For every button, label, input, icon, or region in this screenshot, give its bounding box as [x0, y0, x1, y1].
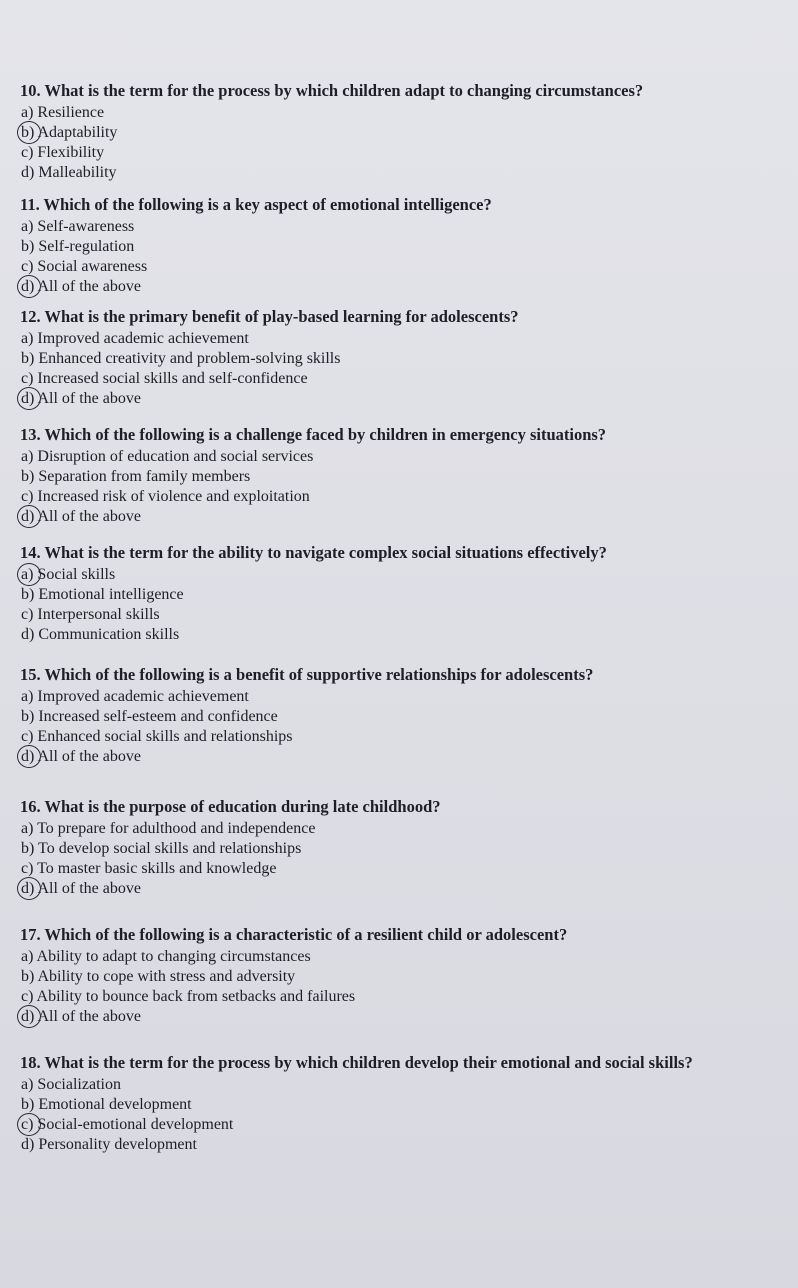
- option-c: c) Flexibility: [21, 144, 105, 161]
- option-a: a) Socialization: [21, 1076, 121, 1093]
- option-b: b) Increased self-esteem and confidence: [21, 708, 278, 725]
- option-b: b) Emotional development: [21, 1096, 192, 1113]
- option-b: b) Self-regulation: [21, 238, 135, 255]
- option-a: a) To prepare for adulthood and independence: [21, 820, 316, 837]
- question-17: [18, 924, 788, 1027]
- option-b: b) Separation from family members: [21, 468, 251, 485]
- question-text: 16. What is the purpose of education during late childhood?: [20, 797, 441, 816]
- question-18: [18, 1052, 778, 1155]
- option-c: c) Ability to bounce back from setbacks and failures: [21, 988, 356, 1005]
- question-text: 10. What is the term for the process by which children adapt to changing circumstances?: [20, 81, 644, 100]
- option-c-circled: c) Social-emotional development: [21, 1115, 778, 1135]
- option-d-circled: d) All of the above: [21, 1007, 788, 1027]
- option-c: c) Social awareness: [21, 258, 148, 275]
- question-text: 13. Which of the following is a challenge faced by children in emergency situations?: [20, 425, 607, 444]
- question-10: [18, 80, 788, 183]
- option-b: b) Enhanced creativity and problem-solving skills: [21, 350, 341, 367]
- question-text: 17. Which of the following is a characteristic of a resilient child or adolescent?: [20, 925, 568, 944]
- question-11: [18, 194, 788, 297]
- option-a: a) Self-awareness: [21, 218, 135, 235]
- option-c: c) Enhanced social skills and relationships: [21, 728, 293, 745]
- option-d: d) Personality development: [21, 1136, 197, 1153]
- question-12: [18, 306, 788, 409]
- option-a: a) Ability to adapt to changing circumstances: [21, 948, 311, 965]
- option-b: b) To develop social skills and relationships: [21, 840, 302, 857]
- option-a: a) Improved academic achievement: [21, 330, 249, 347]
- question-13: [18, 424, 788, 527]
- question-text: 12. What is the primary benefit of play-based learning for adolescents?: [20, 307, 519, 326]
- option-d-circled: d) All of the above: [21, 747, 788, 767]
- option-d: d) Malleability: [21, 164, 117, 181]
- option-c: c) Increased risk of violence and exploitation: [21, 488, 310, 505]
- option-c: c) To master basic skills and knowledge: [21, 860, 277, 877]
- option-a: a) Improved academic achievement: [21, 688, 249, 705]
- option-d-circled: d) All of the above: [21, 879, 788, 899]
- option-c: c) Interpersonal skills: [21, 606, 160, 623]
- option-a: a) Disruption of education and social services: [21, 448, 314, 465]
- question-text: 18. What is the term for the process by which children develop their emotional and social skills?: [20, 1053, 693, 1072]
- option-a: a) Resilience: [21, 104, 105, 121]
- option-a-circled: a) Social skills: [21, 565, 788, 585]
- option-d: d) Communication skills: [21, 626, 180, 643]
- question-text: 15. Which of the following is a benefit of supportive relationships for adolescents?: [20, 665, 594, 684]
- option-c: c) Increased social skills and self-confidence: [21, 370, 308, 387]
- option-b: b) Ability to cope with stress and adversity: [21, 968, 296, 985]
- question-14: [18, 542, 788, 645]
- question-text: 11. Which of the following is a key aspect of emotional intelligence?: [20, 195, 492, 214]
- question-16: [18, 796, 788, 899]
- option-d-circled: d) All of the above: [21, 507, 788, 527]
- option-d-circled: d) All of the above: [21, 277, 788, 297]
- question-15: [18, 664, 788, 767]
- option-d-circled: d) All of the above: [21, 389, 788, 409]
- option-b: b) Emotional intelligence: [21, 586, 184, 603]
- question-text: 14. What is the term for the ability to navigate complex social situations effectively?: [20, 543, 607, 562]
- option-b-circled: b) Adaptability: [21, 123, 788, 143]
